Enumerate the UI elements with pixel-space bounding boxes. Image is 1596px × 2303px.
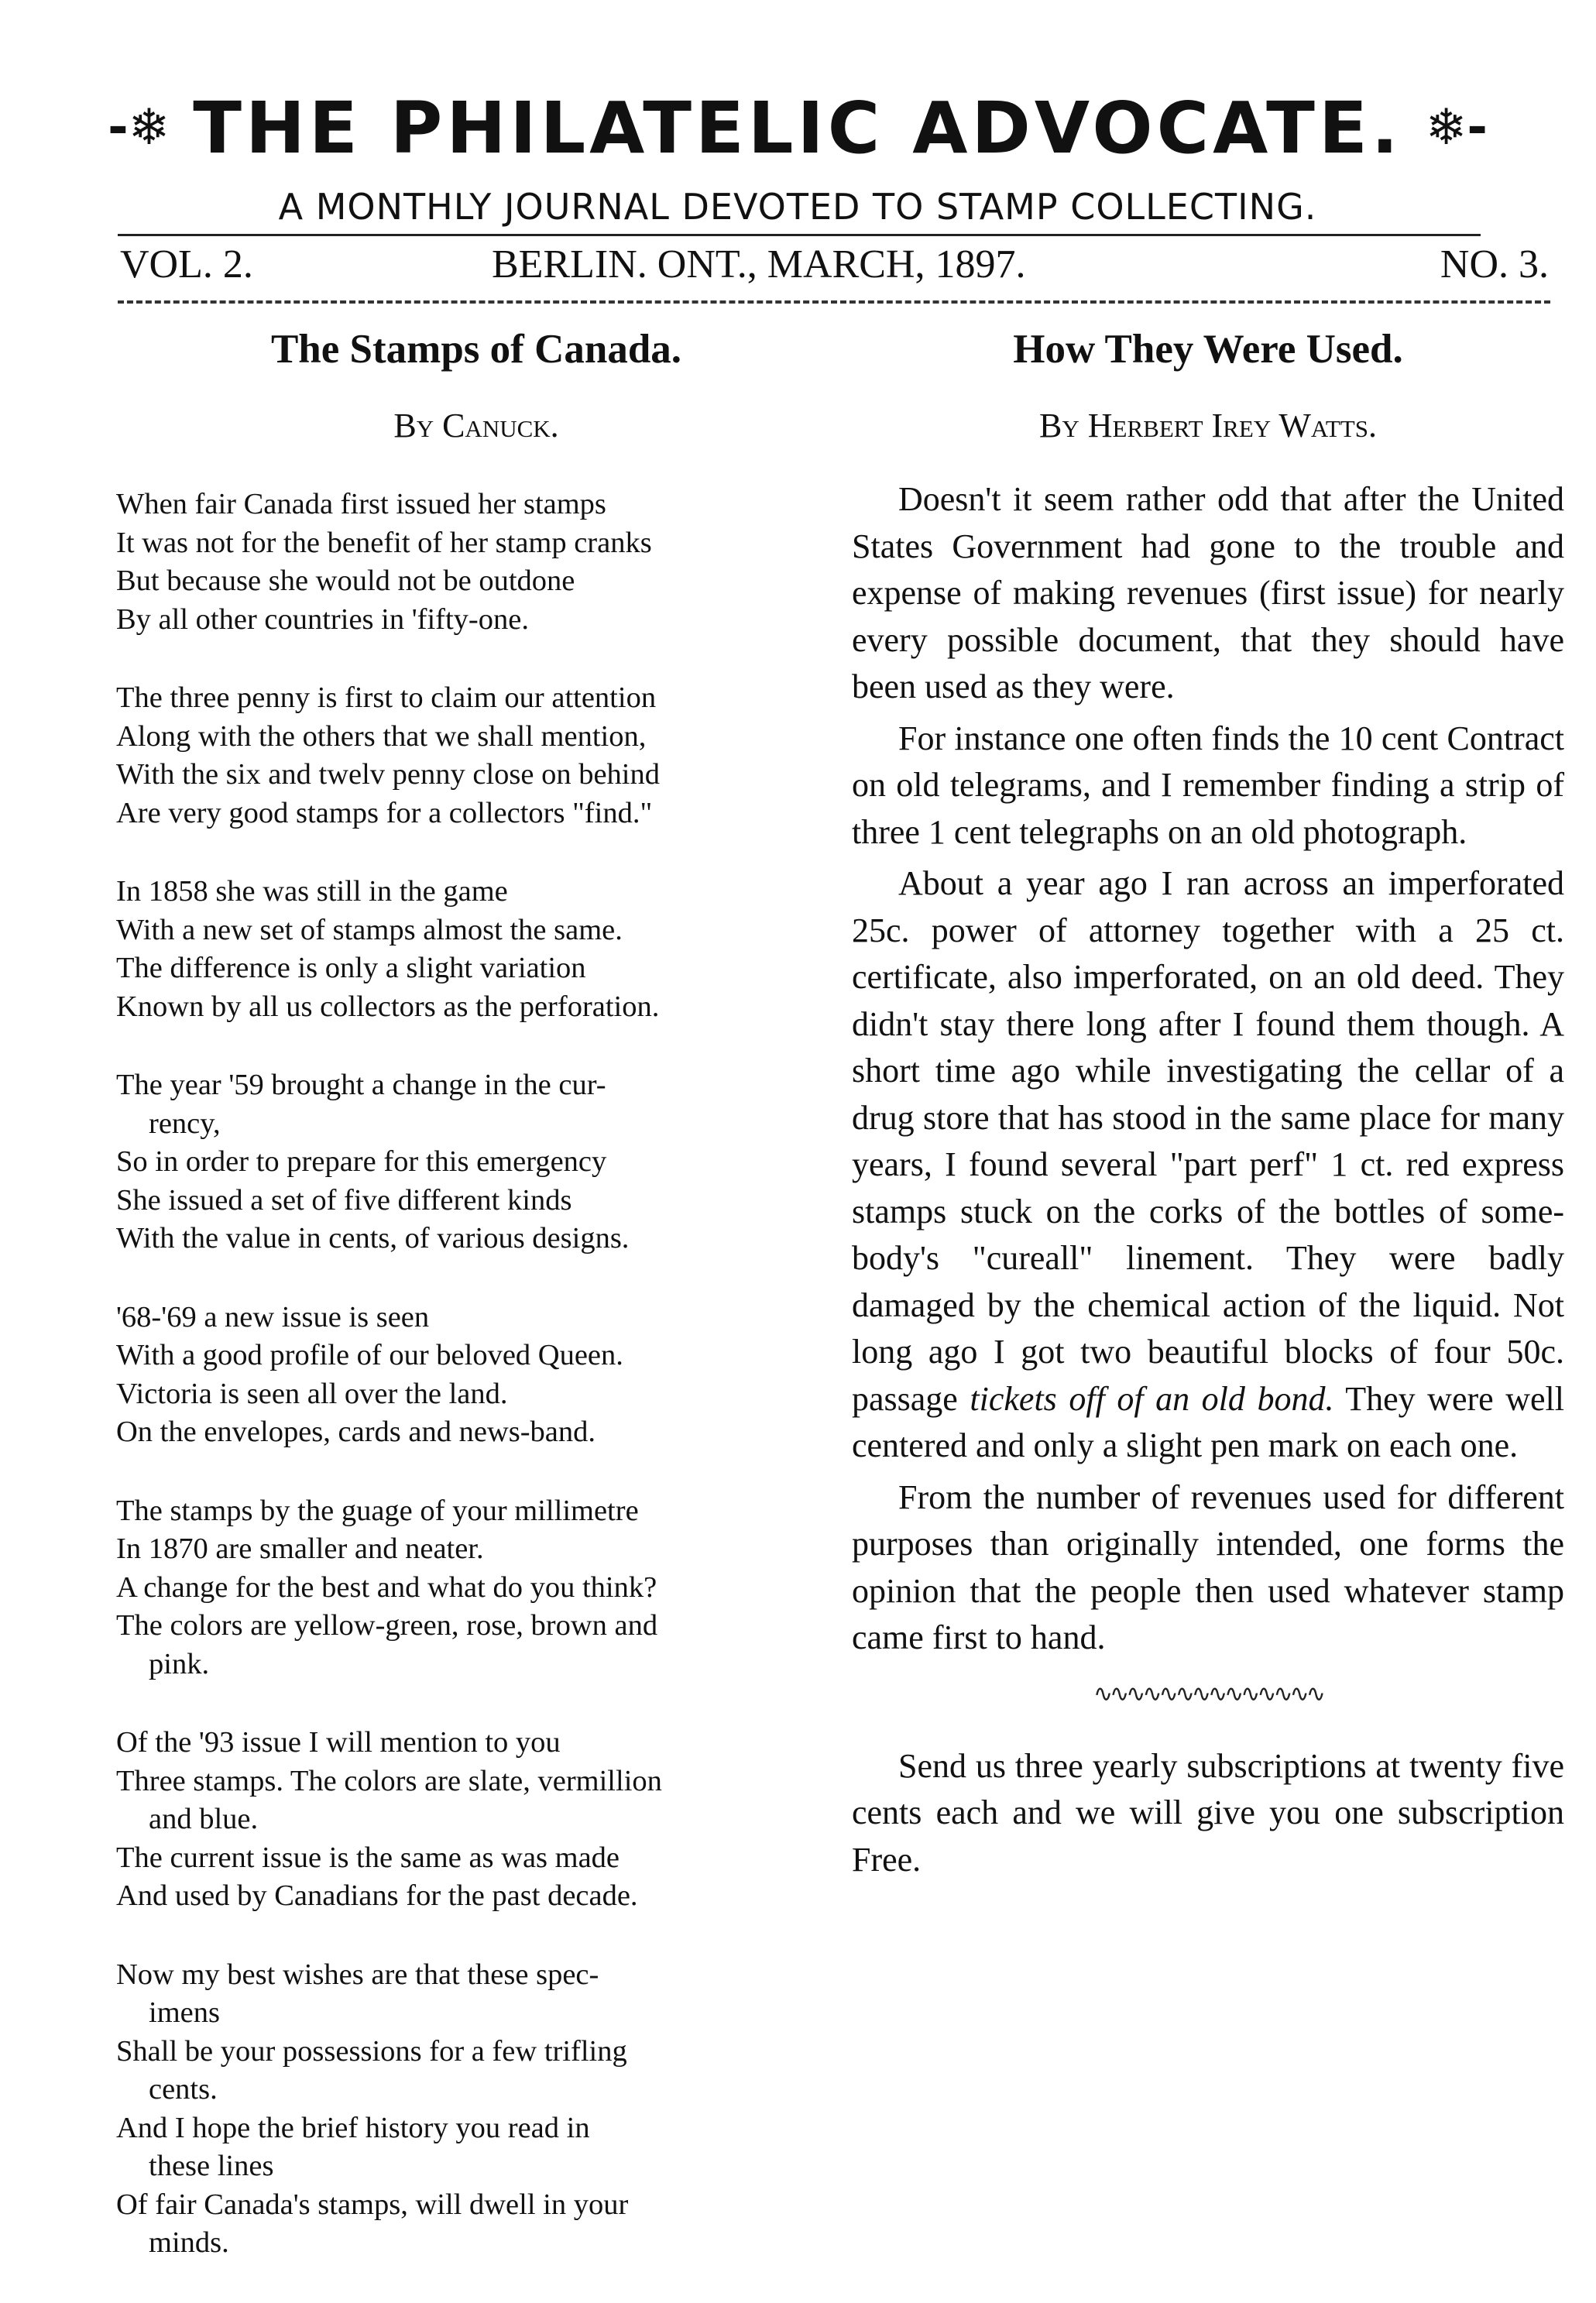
poem-line: It was not for the benefit of her stamp cranks [116,526,652,559]
paragraph: From the number of revenues used for different purposes than originally intended, one forms the opinion that the people then used whatever stamp came first to hand. [852,1478,1564,1656]
poem-line: By all other countries in 'fifty-one. [116,602,529,636]
prose-body [852,476,1564,1883]
paragraph-text: well centered and only a slight pen mark on each one. [852,1379,1564,1464]
poem-line: Are very good stamps for a collectors "find." [116,796,653,829]
poem-stanza [116,1299,836,1452]
article-byline-watts: By Herbert Irey Watts. [1039,407,1377,444]
poem-line: The three penny is first to claim our attention [116,681,657,714]
issue-line-rule [118,300,1550,304]
article-title-stamps-of-canada: The Stamps of Canada. [270,327,682,372]
issue-number-label: NO. 3. [1440,242,1549,287]
masthead-rule [118,234,1481,236]
issue-line [120,242,1549,296]
poem-line: In 1870 are smaller and neater. [116,1532,484,1565]
poem-line: pink. [149,1647,210,1680]
poem-stanza [116,873,836,1026]
poem-stanza [116,486,836,639]
poem-line: With a new set of stamps almost the same. [116,913,623,946]
poem-line: On the envelopes, cards and news-band. [116,1416,596,1448]
subscription-notice: Send us three yearly subscriptions at twenty five cents each and we will give you one subscription Free. [852,1746,1564,1879]
left-column [116,321,836,2303]
poem-line: minds. [149,2226,229,2259]
poem-line: With a good profile of our beloved Queen. [116,1339,623,1371]
volume-label: VOL. 2. [120,242,253,287]
paragraph: Doesn't it seem rather odd that after the United States Government had gone to the trouble and expense of making revenues (first issue) for nearly every possible document, that they should have been used as they were. [852,480,1564,705]
poem-stanza [116,1956,836,2263]
poem-stanza [116,1724,836,1916]
poem-line: Three stamps. The colors are slate, vermillion [116,1764,662,1797]
article-title-how-they-were-used: How They Were Used. [1013,327,1403,372]
poem-line: When fair Canada first issued her stamps [116,488,606,520]
italic-fragment: tickets off of an old bond. [970,1379,1334,1418]
poem-line: With the six and twelv penny close on behind [116,758,661,791]
poem-stanza [116,1066,836,1258]
poem-line: cents. [149,2073,218,2106]
poem-line: The difference is only a slight variation [116,952,586,984]
poem-line: Shall be your possessions for a few trifling [116,2034,627,2068]
ornament-left-icon: -❄ [108,99,170,156]
poem-line: Known by all us collectors as the perforation. [116,990,660,1023]
poem-stanza [116,679,836,832]
article-byline-canuck: By Canuck. [393,407,559,444]
poem-line: She issued a set of five different kinds [116,1183,572,1217]
poem-line: A change for the best and what do you think? [116,1570,657,1604]
poem-line: And I hope the brief history you read in [116,2111,590,2144]
wavy-divider: ∿∿∿∿∿∿∿∿∿∿∿∿∿∿ [1093,1680,1323,1708]
poem-line: The stamps by the guage of your millimetre [116,1494,639,1527]
poem-line: these lines [149,2150,274,2182]
poem-line: Of the '93 issue I will mention to you [116,1726,561,1759]
poem-line: So in order to prepare for this emergency [116,1145,607,1178]
poem-line: rency, [149,1107,221,1140]
publication-subtitle: A MONTHLY JOURNAL DEVOTED TO STAMP COLLECTING. [278,186,1317,228]
place-date-label: BERLIN. ONT., MARCH, 1897. [492,242,1026,287]
poem-line: Of fair Canada's stamps, will dwell in your [116,2188,629,2221]
paragraph-text: About a year ago I ran across an imperforated 25c. power of attorney together with a 25 ct. certificate, also imperforated, on an old deed. They didn't stay there long after I found them though. A short time ago while investigating the cellar of a drug store that has stood in the same place for many years, I found several "part perf" 1 ct. red express stamps stuck on the corks of the bottles of some-body's "cureall" linement. They were badly damaged by the chemical action of the liquid. Not long ago I got two beautiful blocks of four 50c. passage [852,864,1564,1418]
poem-line: and blue. [149,1803,259,1835]
poem-line: '68-'69 a new issue is seen [116,1300,430,1333]
poem-line: Victoria is seen all over the land. [116,1377,508,1410]
poem-line: And used by Canadians for the past decade. [116,1879,638,1912]
poem-line: But because she would not be outdone [116,565,575,597]
poem-line: Along with the others that we shall mention, [116,719,647,753]
poem-line: Now my best wishes are that these spec- [116,1958,599,1991]
publication-title: THE PHILATELIC ADVOCATE. [193,86,1402,170]
poem-line: imens [149,1996,220,2029]
poem-line: The current issue is the same as was made [116,1841,620,1874]
poem-line: With the value in cents, of various designs. [116,1222,630,1254]
right-column [852,321,1564,1883]
poem-body [116,486,836,2263]
ornament-right-icon: ❄- [1425,99,1488,156]
poem-stanza [116,1492,836,1684]
masthead [108,77,1488,178]
poem-line: In 1858 she was still in the game [116,875,508,908]
poem-line: The year '59 brought a change in the cur- [116,1069,606,1101]
paragraph-text: They were [1345,1379,1494,1418]
poem-line: The colors are yellow-green, rose, brown and [116,1609,658,1642]
paragraph [852,860,1564,1470]
paragraph: For instance one often finds the 10 cent Contract on old telegrams, and I remember finding a strip of three 1 cent telegraphs on an old photograph. [852,719,1564,851]
